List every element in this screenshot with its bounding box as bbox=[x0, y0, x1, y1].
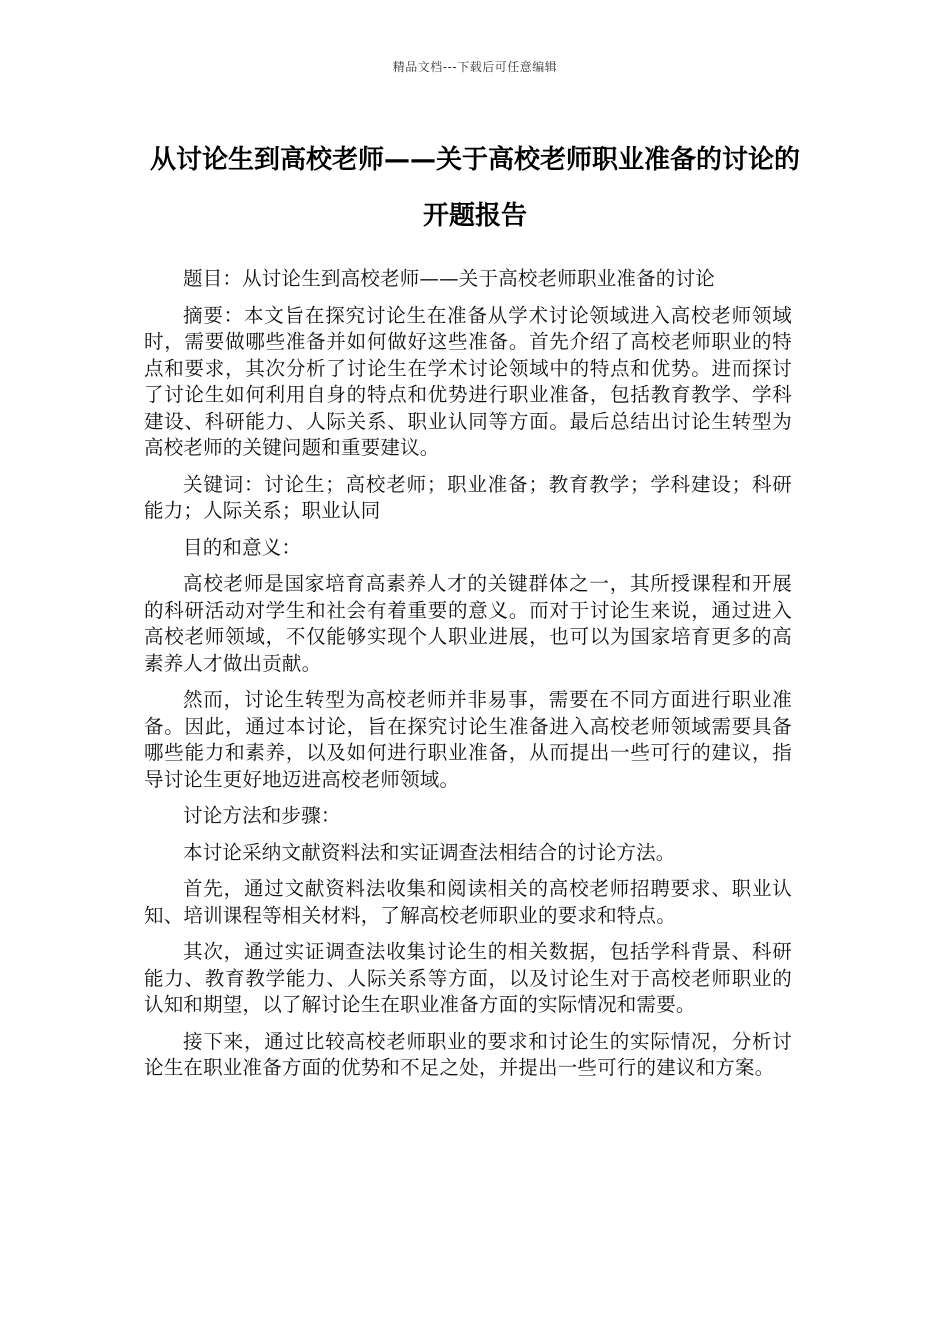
paragraph-methods-2: 首先，通过文献资料法收集和阅读相关的高校老师招聘要求、职业认知、培训课程等相关材料，了解高校老师职业的要求和特点。 bbox=[144, 877, 792, 927]
document-body bbox=[144, 266, 792, 1092]
paragraph-topic: 题目：从讨论生到高校老师——关于高校老师职业准备的讨论 bbox=[183, 267, 715, 290]
document-title: 从讨论生到高校老师——关于高校老师职业准备的讨论的开题报告 bbox=[149, 145, 800, 231]
header-note: 精品文档---下载后可任意编辑 bbox=[392, 60, 558, 74]
paragraph-keywords: 关键词：讨论生；高校老师；职业准备；教育教学；学科建设；科研能力；人际关系；职业认同 bbox=[144, 472, 792, 522]
section-heading-purpose: 目的和意义： bbox=[183, 535, 302, 559]
paragraph-purpose-1: 高校老师是国家培育高素养人才的关键群体之一，其所授课程和开展的科研活动对学生和社会有着重要的意义。而对于讨论生来说，通过进入高校老师领域，不仅能够实现个人职业进展，也可以为国家培育更多的高素养人才做出贡献。 bbox=[144, 572, 792, 675]
section-heading-methods: 讨论方法和步骤： bbox=[183, 804, 341, 827]
paragraph-methods-3: 其次，通过实证调查法收集讨论生的相关数据，包括学科背景、科研能力、教育教学能力、人际关系等方面，以及讨论生对于高校老师职业的认知和期望，以了解讨论生在职业准备方面的实际情况和需要。 bbox=[144, 940, 792, 1016]
paragraph-purpose-2: 然而，讨论生转型为高校老师并非易事，需要在不同方面进行职业准备。因此，通过本讨论，旨在探究讨论生准备进入高校老师领域需要具备哪些能力和素养，以及如何进行职业准备，从而提出一些可行的建议，指导讨论生更好地迈进高校老师领域。 bbox=[144, 688, 792, 791]
paragraph-methods-1: 本讨论采纳文献资料法和实证调查法相结合的讨论方法。 bbox=[183, 840, 676, 864]
paragraph-methods-4: 接下来，通过比较高校老师职业的要求和讨论生的实际情况，分析讨论生在职业准备方面的优势和不足之处，并提出一些可行的建议和方案。 bbox=[144, 1029, 792, 1079]
paragraph-abstract: 摘要：本文旨在探究讨论生在准备从学术讨论领域进入高校老师领域时，需要做哪些准备并如何做好这些准备。首先介绍了高校老师职业的特点和要求，其次分析了讨论生在学术讨论领域中的特点和优势。进而探讨了讨论生如何利用自身的特点和优势进行职业准备，包括教育教学、学科建设、科研能力、人际关系、职业认同等方面。最后总结出讨论生转型为高校老师的关键问题和重要建议。 bbox=[144, 303, 792, 459]
